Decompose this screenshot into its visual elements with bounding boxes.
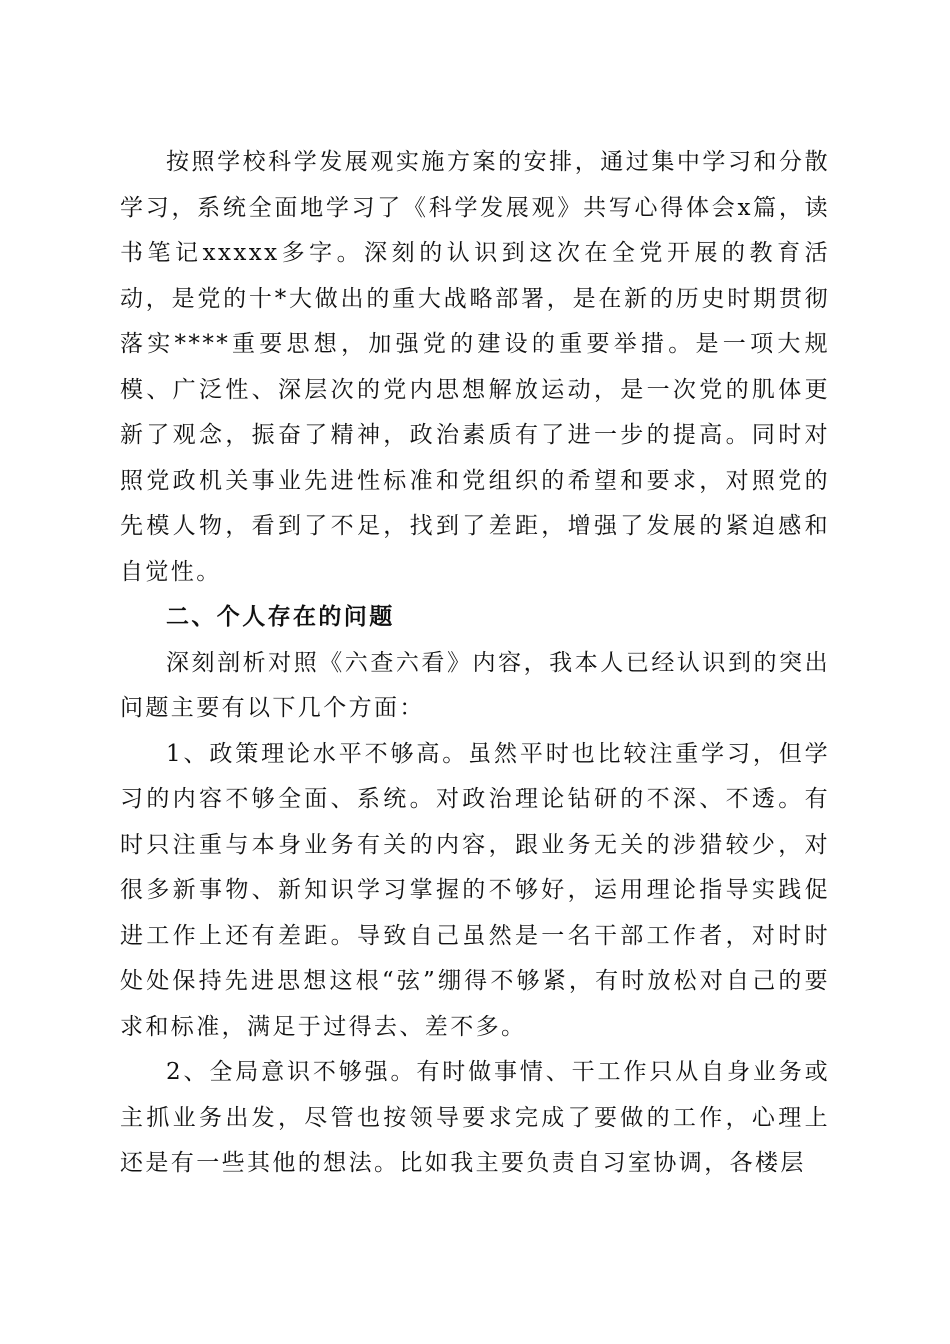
section-heading: 二、个人存在的问题 bbox=[166, 604, 395, 630]
paragraph-problem-2: 2、全局意识不够强。有时做事情、干工作只从自身业务或主抓业务出发，尽管也按领导要求完成了要做的工作，心理上还是有一些其他的想法。比如我主要负责自习室协调，各楼层 bbox=[120, 1059, 830, 1176]
paragraph-problem-1: 1、政策理论水平不够高。虽然平时也比较注重学习，但学习的内容不够全面、系统。对政治理论钻研的不深、不透。有时只注重与本身业务有关的内容，跟业务无关的涉猎较少，对很多新事物、新知识学习掌握的不够好，运用理论指导实践促进工作上还有差距。导致自己虽然是一名干部工作者，对时时处处保持先进思想这根“弦”绷得不够紧，有时放松对自己的要求和标准，满足于过得去、差不多。 bbox=[120, 740, 830, 1040]
paragraph-problems-intro: 深刻剖析对照《六查六看》内容，我本人已经认识到的突出问题主要有以下几个方面： bbox=[120, 649, 830, 721]
paragraph-study-summary: 按照学校科学发展观实施方案的安排，通过集中学习和分散学习，系统全面地学习了《科学发展观》共写心得体会x篇，读书笔记xxxxx多字。深刻的认识到这次在全党开展的教育活动，是党的十*大做出的重大战略部署，是在新的历史时期贯彻落实****重要思想，加强党的建设的重要举措。是一项大规模、广泛性、深层次的党内思想解放运动，是一次党的肌体更新了观念，振奋了精神，政治素质有了进一步的提高。同时对照党政机关事业先进性标准和党组织的希望和要求，对照党的先模人物，看到了不足，找到了差距，增强了发展的紧迫感和自觉性。 bbox=[120, 149, 830, 585]
document-body bbox=[120, 140, 830, 1187]
